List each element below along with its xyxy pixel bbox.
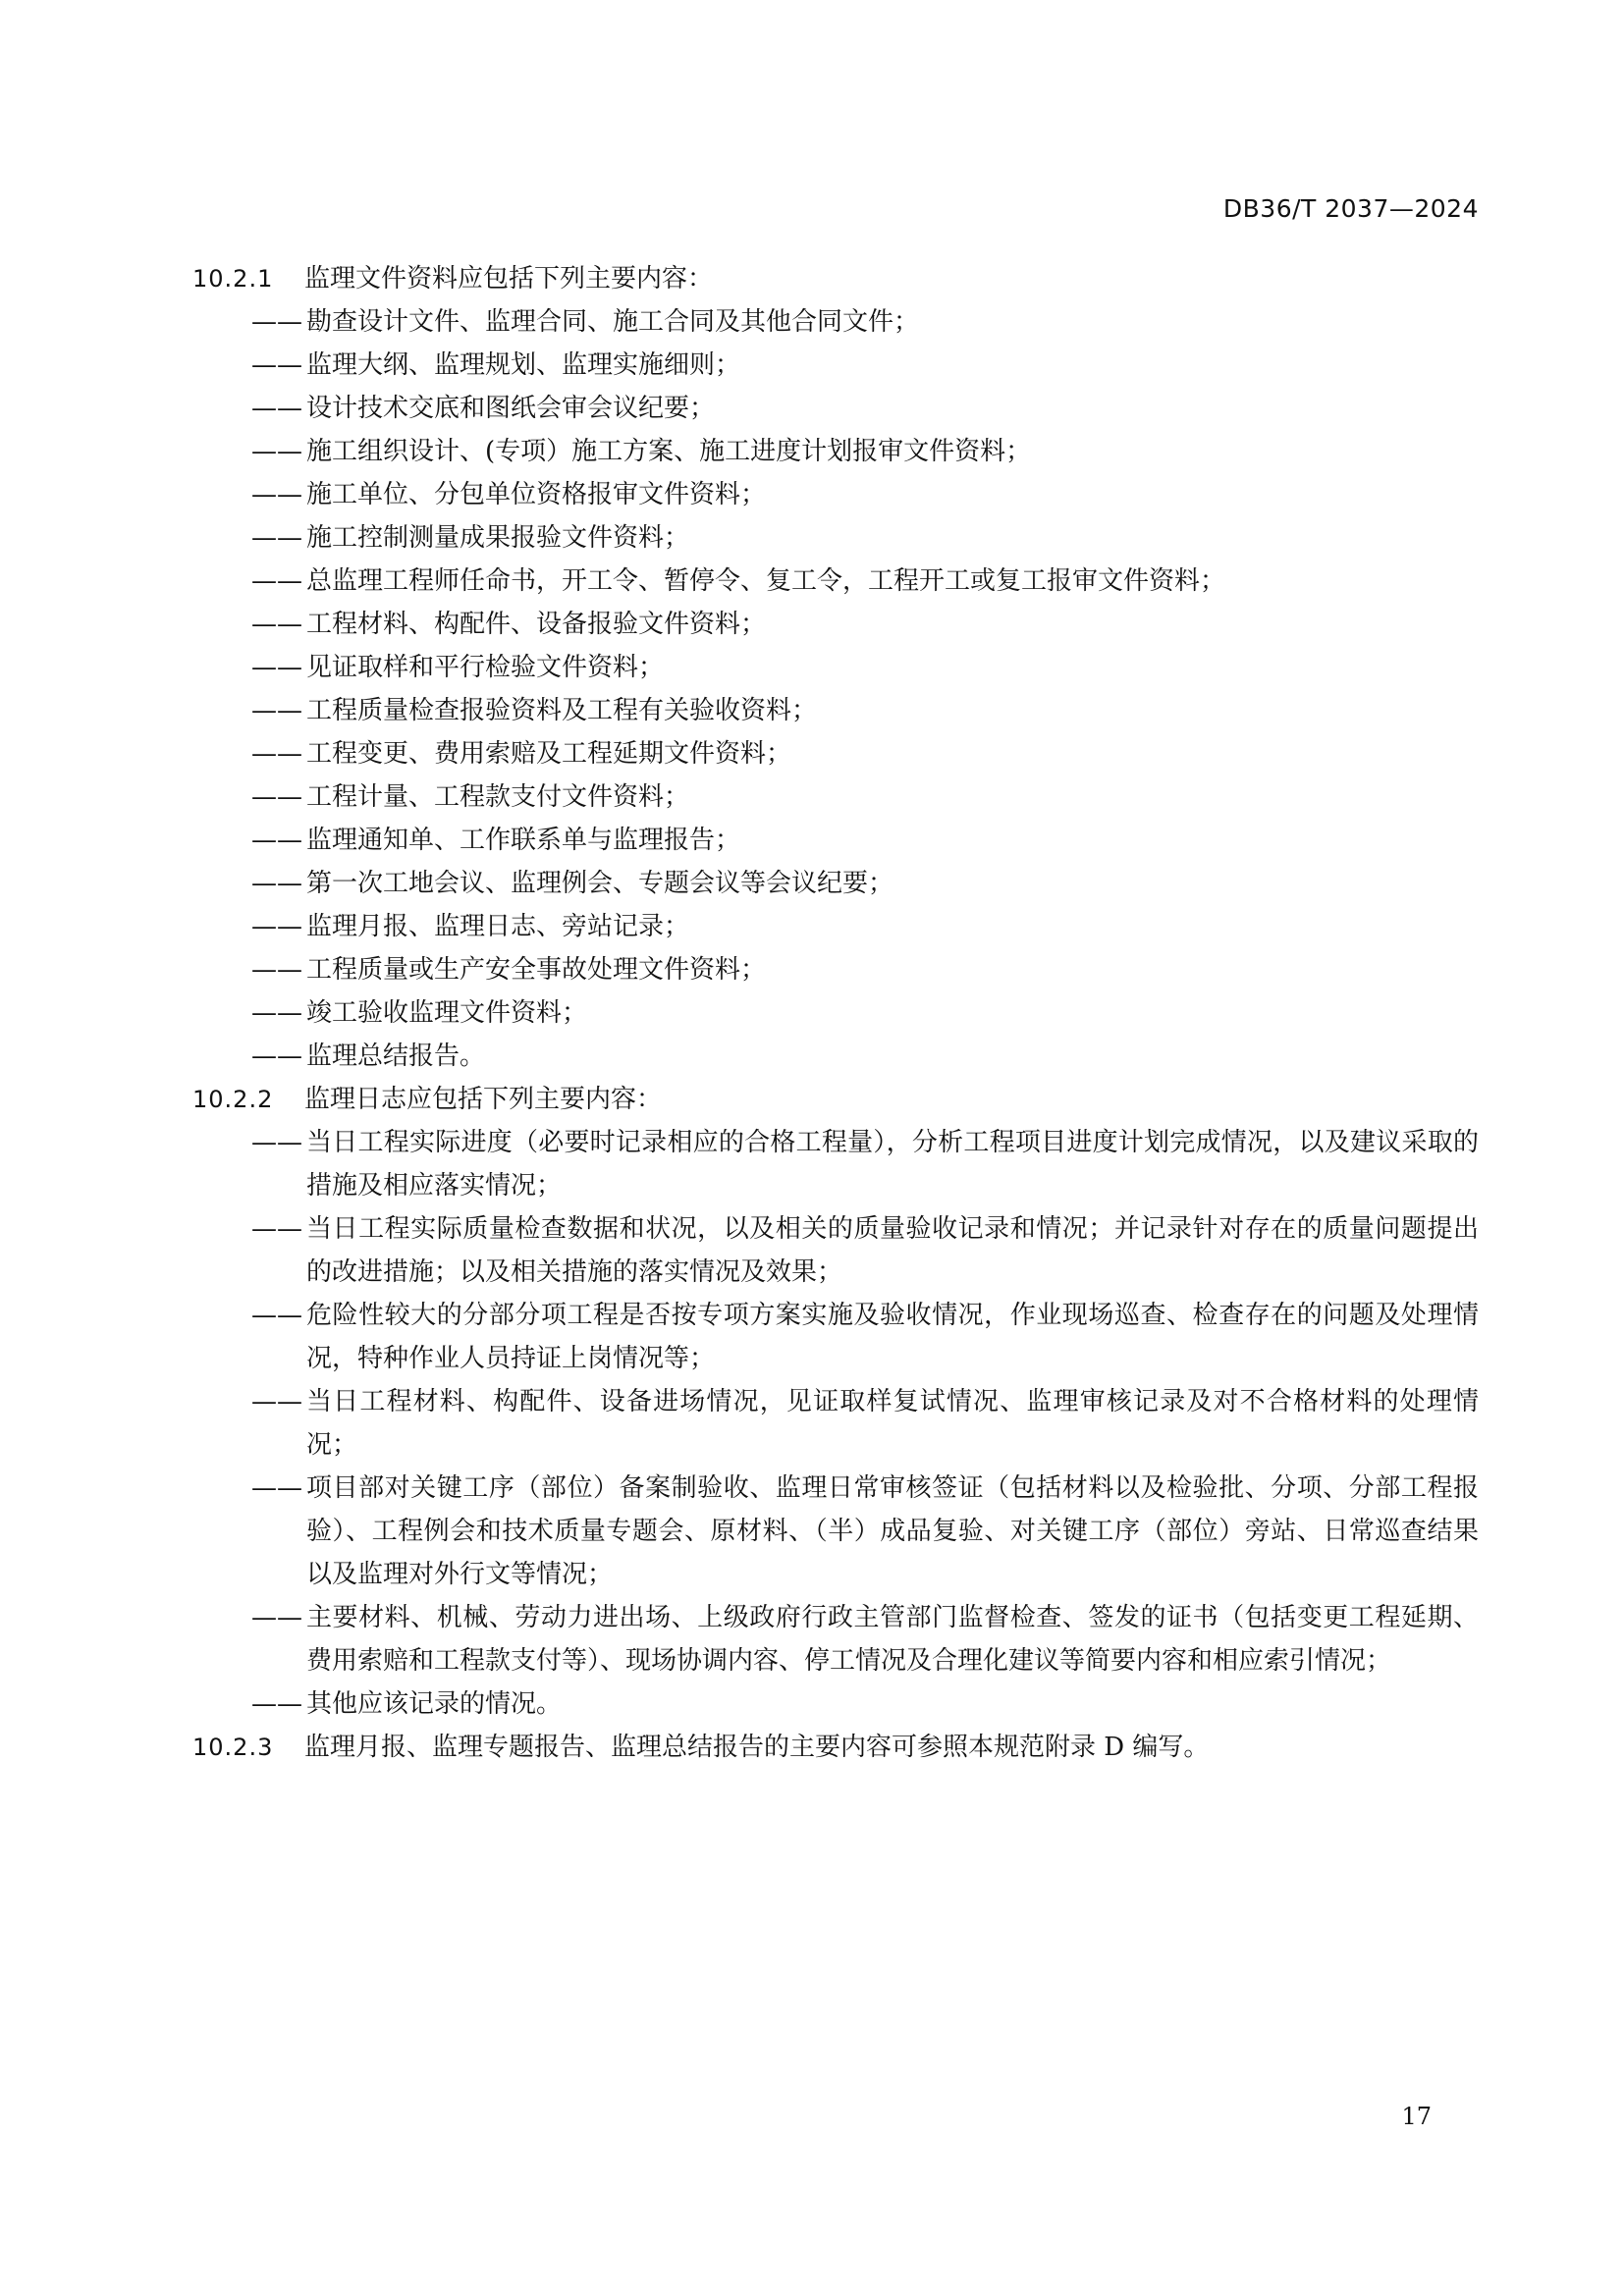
dash-marker: ——: [251, 1214, 302, 1244]
dash-marker: ——: [251, 869, 302, 898]
dash-marker: ——: [251, 610, 302, 639]
document-code: DB36/T 2037—2024: [1222, 194, 1479, 223]
dash-marker: ——: [251, 782, 302, 812]
list-item: —— 项目部对关键工序（部位）备案制验收、监理日常审核签证（包括材料以及检验批、分项、分部工程报验）、工程例会和技术质量专题会、原材料、（半）成品复验、对关键工序（部位）旁站、日常巡查结果以及监理对外行文等情况；: [192, 1467, 1479, 1596]
dash-marker: ——: [251, 1387, 302, 1416]
list-item: —— 工程质量检查报验资料及工程有关验收资料；: [192, 689, 1479, 732]
list-item: —— 竣工验收监理文件资料；: [192, 991, 1479, 1035]
list-item: —— 工程质量或生产安全事故处理文件资料；: [192, 948, 1479, 991]
list-item: —— 主要材料、机械、劳动力进出场、上级政府行政主管部门监督检查、签发的证书（包括变更工程延期、费用索赔和工程款支付等）、现场协调内容、停工情况及合理化建议等简要内容和相应索引情况；: [192, 1596, 1479, 1682]
dash-marker: ——: [251, 696, 302, 725]
list-item: —— 勘查设计文件、监理合同、施工合同及其他合同文件；: [192, 300, 1479, 344]
section-title: 监理日志应包括下列主要内容：: [304, 1085, 663, 1114]
section-heading: [192, 1726, 1479, 1769]
list-item: —— 监理大纲、监理规划、监理实施细则；: [192, 344, 1479, 387]
list-item: —— 危险性较大的分部分项工程是否按专项方案实施及验收情况，作业现场巡查、检查存在的问题及处理情况，特种作业人员持证上岗情况等；: [192, 1294, 1479, 1380]
page-number: 17: [1401, 2103, 1432, 2130]
list-item: —— 设计技术交底和图纸会审会议纪要；: [192, 387, 1479, 430]
dash-marker: ——: [251, 1689, 302, 1719]
dash-marker: ——: [251, 307, 302, 337]
list-item: —— 工程材料、构配件、设备报验文件资料；: [192, 603, 1479, 646]
dash-marker: ——: [251, 437, 302, 466]
dash-marker: ——: [251, 566, 302, 596]
list-item: —— 监理总结报告。: [192, 1035, 1479, 1078]
section-title: 监理月报、监理专题报告、监理总结报告的主要内容可参照本规范附录 D 编写。: [304, 1733, 1210, 1762]
list-item: —— 施工组织设计、(专项）施工方案、施工进度计划报审文件资料；: [192, 430, 1479, 473]
list-item: —— 施工单位、分包单位资格报审文件资料；: [192, 473, 1479, 516]
list-item: —— 见证取样和平行检验文件资料；: [192, 646, 1479, 689]
list-item: —— 总监理工程师任命书，开工令、暂停令、复工令，工程开工或复工报审文件资料；: [192, 560, 1479, 603]
dash-marker: ——: [251, 1603, 302, 1632]
list-item: —— 工程计量、工程款支付文件资料；: [192, 775, 1479, 819]
dash-marker: ——: [251, 998, 302, 1028]
section-number: 10.2.1: [192, 265, 274, 293]
section-title: 监理文件资料应包括下列主要内容：: [304, 264, 714, 294]
section-number: 10.2.3: [192, 1734, 274, 1761]
list-item: —— 工程变更、费用索赔及工程延期文件资料；: [192, 732, 1479, 775]
list-item: —— 监理月报、监理日志、旁站记录；: [192, 905, 1479, 948]
dash-marker: ——: [251, 1041, 302, 1071]
list-item: —— 当日工程实际质量检查数据和状况，以及相关的质量验收记录和情况；并记录针对存在的质量问题提出的改进措施；以及相关措施的落实情况及效果；: [192, 1207, 1479, 1294]
dash-marker: ——: [251, 912, 302, 941]
dash-marker: ——: [251, 350, 302, 380]
list-item: —— 施工控制测量成果报验文件资料；: [192, 516, 1479, 560]
dash-marker: ——: [251, 394, 302, 423]
dash-marker: ——: [251, 653, 302, 682]
section-heading: [192, 1078, 1479, 1121]
dash-marker: ——: [251, 1473, 302, 1503]
section-heading: [192, 257, 1479, 300]
dash-marker: ——: [251, 739, 302, 769]
list-item: —— 当日工程实际进度（必要时记录相应的合格工程量），分析工程项目进度计划完成情况，以及建议采取的措施及相应落实情况；: [192, 1121, 1479, 1207]
dash-marker: ——: [251, 955, 302, 985]
dash-marker: ——: [251, 1301, 302, 1330]
section-number: 10.2.2: [192, 1086, 274, 1113]
dash-marker: ——: [251, 480, 302, 509]
dash-marker: ——: [251, 826, 302, 855]
list-item: —— 监理通知单、工作联系单与监理报告；: [192, 819, 1479, 862]
list-item: —— 其他应该记录的情况。: [192, 1682, 1479, 1726]
document-body: [192, 257, 1479, 1769]
list-item: —— 当日工程材料、构配件、设备进场情况，见证取样复试情况、监理审核记录及对不合格材料的处理情况；: [192, 1380, 1479, 1467]
dash-marker: ——: [251, 523, 302, 553]
list-item: —— 第一次工地会议、监理例会、专题会议等会议纪要；: [192, 862, 1479, 905]
dash-marker: ——: [251, 1128, 302, 1157]
